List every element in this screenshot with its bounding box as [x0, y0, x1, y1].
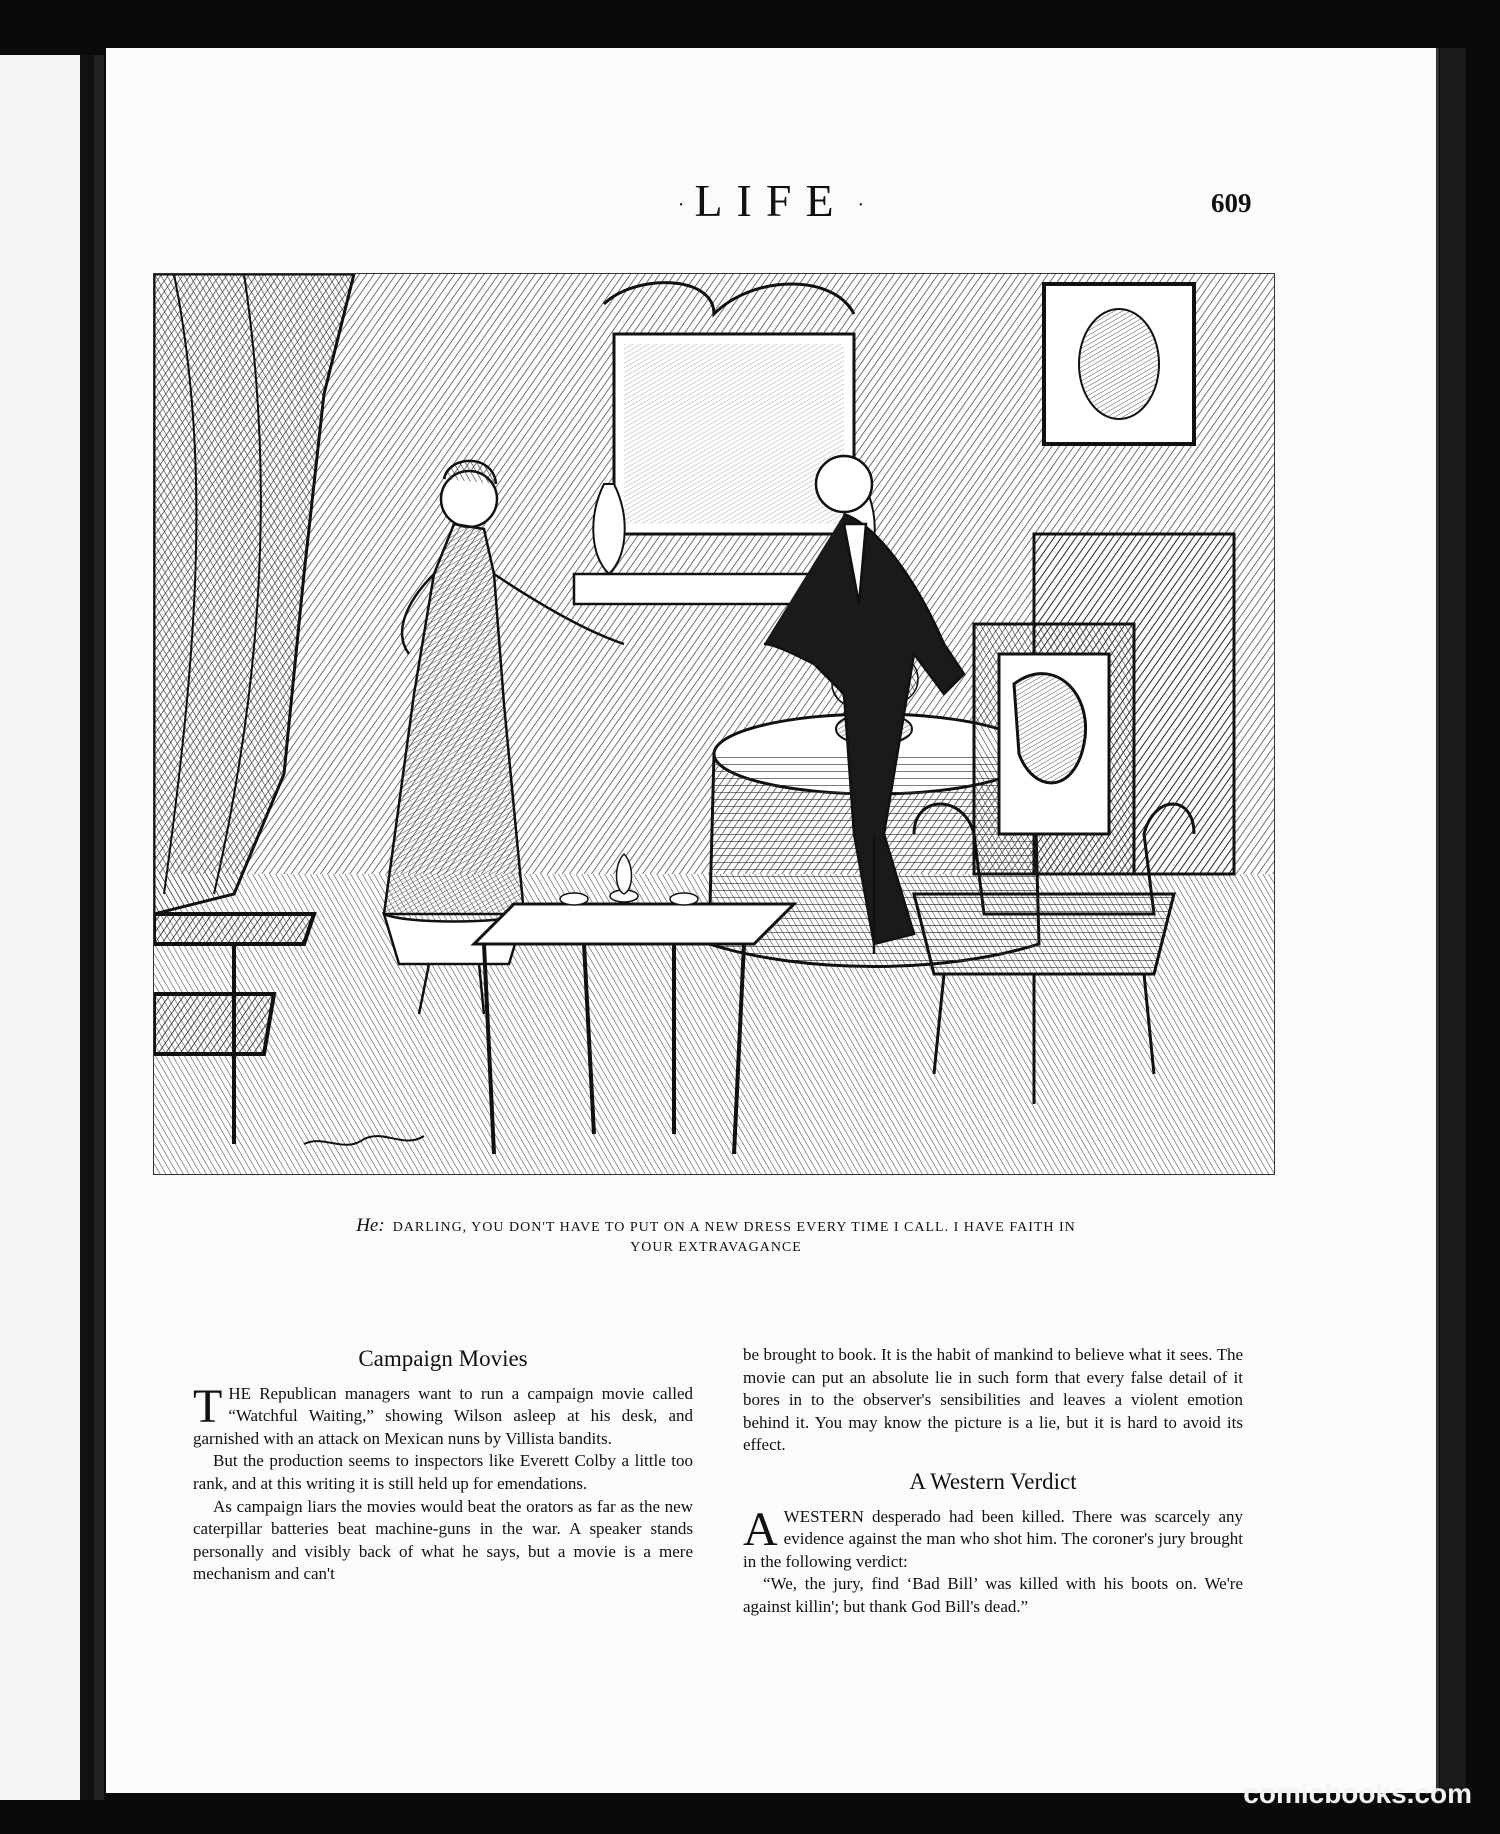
page-gutter [94, 55, 104, 1800]
article1-dropcap: T [193, 1379, 223, 1433]
masthead-dot-right: · [857, 193, 865, 216]
caption-text-1: DARLING, YOU DON'T HAVE TO PUT ON A NEW DRESS EVERY TIME I CALL. I HAVE FAITH IN [392, 1220, 1076, 1235]
article2-paragraph-1 [743, 1502, 1243, 1574]
left-column [193, 1348, 693, 1586]
article1-paragraph-1 [193, 1379, 693, 1451]
masthead-dot-left: · [677, 193, 685, 216]
article1-paragraph-2: But the production seems to inspectors like Everett Colby a little too rank, and at this writing it is still held up for emendations. [193, 1451, 693, 1493]
article1-paragraph-3: As campaign liars the movies would beat the orators as far as the new caterpillar batteries beat machine-guns in the war. A speaker stands personally and visibly back of what he says, but a movie is a mere mechanism and can't [193, 1496, 693, 1584]
masthead-title: LIFE [694, 175, 848, 226]
caption-line-2: YOUR EXTRAVAGANCE [630, 1240, 802, 1255]
article-title-campaign-movies: Campaign Movies [358, 1346, 528, 1371]
page-number: 609 [1211, 188, 1252, 218]
article1-paragraph-1-text: HE Republican managers want to run a campaign movie called “Watchful Waiting,” showing Wilson asleep at his desk, and garnished with an attack on Mexican nuns by Villista bandits. [193, 1383, 693, 1448]
right-column [743, 1344, 1243, 1619]
article-title-western-verdict: A Western Verdict [909, 1468, 1077, 1494]
right-page-edge [1440, 48, 1466, 1793]
caption-speaker: He: [356, 1215, 385, 1236]
facing-page-edge [0, 55, 94, 1800]
article2-paragraph-2: “We, the jury, find ‘Bad Bill’ was killed with his boots on. We're against killin'; but thank God Bill's dead.” [743, 1574, 1243, 1616]
cartoon-caption [266, 1216, 1166, 1258]
article2-dropcap: A [743, 1502, 778, 1556]
watermark: comicbooks.com [1243, 1778, 1472, 1809]
article1-paragraph-4: be brought to book. It is the habit of mankind to believe what it sees. The movie can put an absolute lie in such form that every false detail of it bores in to the observer's sensibilities and leaves a violent emotion behind it. You may know the picture is a lie, but it is hard to avoid its effect. [743, 1345, 1243, 1455]
article2-paragraph-1-text: WESTERN desperado had been killed. There was scarcely any evidence against the man who shot him. The coroner's jury brought in the following verdict: [743, 1506, 1243, 1571]
magazine-page [106, 48, 1439, 1793]
caption-line-1 [266, 1216, 1166, 1238]
cartoon-illustration [153, 273, 1275, 1175]
